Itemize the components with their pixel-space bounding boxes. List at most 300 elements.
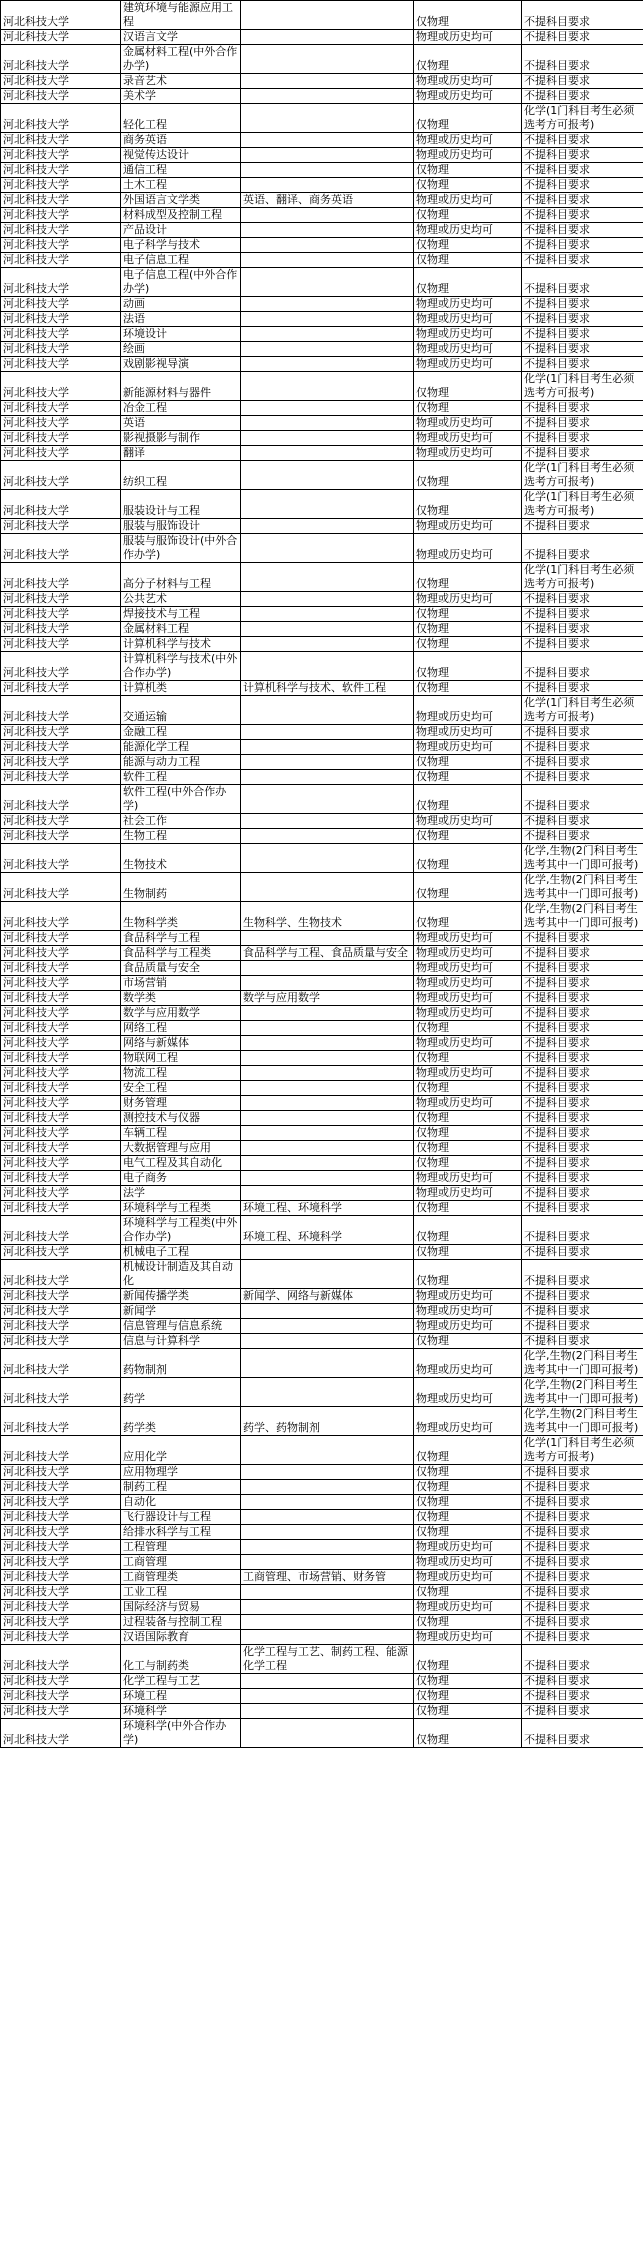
primary-subject-cell: 物理或历史均可 <box>414 1066 522 1081</box>
included-majors-cell <box>241 519 414 534</box>
secondary-subject-cell: 化学(1门科目考生必须选考方可报考) <box>522 461 643 490</box>
major-cell: 服装设计与工程 <box>121 490 241 519</box>
primary-subject-cell: 仅物理 <box>414 1051 522 1066</box>
table-row <box>1 696 643 725</box>
major-cell: 电气工程及其自动化 <box>121 1156 241 1171</box>
table-row <box>1 401 643 416</box>
secondary-subject-cell: 不提科目要求 <box>522 976 643 991</box>
secondary-subject-cell: 不提科目要求 <box>522 327 643 342</box>
table-row <box>1 1436 643 1465</box>
table-row <box>1 1006 643 1021</box>
major-cell: 录音艺术 <box>121 74 241 89</box>
included-majors-cell <box>241 446 414 461</box>
major-cell: 视觉传达设计 <box>121 148 241 163</box>
university-cell: 河北科技大学 <box>1 785 121 814</box>
major-cell: 数学与应用数学 <box>121 1006 241 1021</box>
secondary-subject-cell: 不提科目要求 <box>522 238 643 253</box>
university-cell: 河北科技大学 <box>1 1436 121 1465</box>
included-majors-cell <box>241 89 414 104</box>
primary-subject-cell: 物理或历史均可 <box>414 357 522 372</box>
primary-subject-cell: 物理或历史均可 <box>414 931 522 946</box>
secondary-subject-cell: 化学(1门科目考生必须选考方可报考) <box>522 104 643 133</box>
table-row <box>1 1407 643 1436</box>
table-row <box>1 1334 643 1349</box>
secondary-subject-cell: 不提科目要求 <box>522 1289 643 1304</box>
major-cell: 环境科学 <box>121 1704 241 1719</box>
table-row <box>1 931 643 946</box>
university-cell: 河北科技大学 <box>1 253 121 268</box>
included-majors-cell <box>241 30 414 45</box>
secondary-subject-cell: 不提科目要求 <box>522 946 643 961</box>
included-majors-cell <box>241 814 414 829</box>
included-majors-cell <box>241 563 414 592</box>
secondary-subject-cell: 不提科目要求 <box>522 74 643 89</box>
major-cell: 绘画 <box>121 342 241 357</box>
university-cell: 河北科技大学 <box>1 1540 121 1555</box>
major-cell: 药学 <box>121 1378 241 1407</box>
university-cell: 河北科技大学 <box>1 1525 121 1540</box>
major-cell: 能源与动力工程 <box>121 755 241 770</box>
secondary-subject-cell: 化学,生物(2门科目考生选考其中一门即可报考) <box>522 902 643 931</box>
included-majors-cell <box>241 1585 414 1600</box>
secondary-subject-cell: 不提科目要求 <box>522 163 643 178</box>
major-cell: 环境科学与工程类(中外合作办学) <box>121 1216 241 1245</box>
table-row <box>1 755 643 770</box>
major-cell: 测控技术与仪器 <box>121 1111 241 1126</box>
included-majors-cell <box>241 268 414 297</box>
primary-subject-cell: 物理或历史均可 <box>414 89 522 104</box>
included-majors-cell <box>241 1141 414 1156</box>
table-row <box>1 1465 643 1480</box>
included-majors-cell <box>241 416 414 431</box>
included-majors-cell: 生物科学、生物技术 <box>241 902 414 931</box>
table-row <box>1 312 643 327</box>
major-cell: 应用化学 <box>121 1436 241 1465</box>
major-cell: 财务管理 <box>121 1096 241 1111</box>
secondary-subject-cell: 不提科目要求 <box>522 1645 643 1674</box>
secondary-subject-cell: 不提科目要求 <box>522 1704 643 1719</box>
included-majors-cell <box>241 725 414 740</box>
primary-subject-cell: 物理或历史均可 <box>414 1555 522 1570</box>
included-majors-cell <box>241 652 414 681</box>
included-majors-cell <box>241 1260 414 1289</box>
primary-subject-cell: 仅物理 <box>414 1260 522 1289</box>
university-cell: 河北科技大学 <box>1 1495 121 1510</box>
primary-subject-cell: 仅物理 <box>414 1719 522 1748</box>
major-cell: 材料成型及控制工程 <box>121 208 241 223</box>
primary-subject-cell: 物理或历史均可 <box>414 814 522 829</box>
included-majors-cell <box>241 45 414 74</box>
major-cell: 工商管理类 <box>121 1570 241 1585</box>
university-cell: 河北科技大学 <box>1 1570 121 1585</box>
major-cell: 数学类 <box>121 991 241 1006</box>
included-majors-cell <box>241 1111 414 1126</box>
primary-subject-cell: 仅物理 <box>414 1 522 30</box>
major-cell: 制药工程 <box>121 1480 241 1495</box>
university-cell: 河北科技大学 <box>1 607 121 622</box>
primary-subject-cell: 仅物理 <box>414 1480 522 1495</box>
included-majors-cell <box>241 148 414 163</box>
included-majors-cell <box>241 1378 414 1407</box>
included-majors-cell <box>241 1630 414 1645</box>
included-majors-cell <box>241 1349 414 1378</box>
included-majors-cell <box>241 133 414 148</box>
major-cell: 国际经济与贸易 <box>121 1600 241 1615</box>
secondary-subject-cell: 不提科目要求 <box>522 89 643 104</box>
secondary-subject-cell: 不提科目要求 <box>522 1 643 30</box>
university-cell: 河北科技大学 <box>1 1304 121 1319</box>
table-row <box>1 104 643 133</box>
included-majors-cell <box>241 607 414 622</box>
secondary-subject-cell: 不提科目要求 <box>522 342 643 357</box>
university-cell: 河北科技大学 <box>1 461 121 490</box>
university-cell: 河北科技大学 <box>1 681 121 696</box>
table-row <box>1 327 643 342</box>
table-row <box>1 622 643 637</box>
included-majors-cell: 药学、药物制剂 <box>241 1407 414 1436</box>
table-row <box>1 725 643 740</box>
university-cell: 河北科技大学 <box>1 1378 121 1407</box>
secondary-subject-cell: 不提科目要求 <box>522 1171 643 1186</box>
table-row <box>1 873 643 902</box>
primary-subject-cell: 仅物理 <box>414 1615 522 1630</box>
university-cell: 河北科技大学 <box>1 519 121 534</box>
major-cell: 药学类 <box>121 1407 241 1436</box>
table-row <box>1 770 643 785</box>
primary-subject-cell: 仅物理 <box>414 637 522 652</box>
secondary-subject-cell: 不提科目要求 <box>522 785 643 814</box>
university-cell: 河北科技大学 <box>1 991 121 1006</box>
included-majors-cell <box>241 327 414 342</box>
included-majors-cell <box>241 1525 414 1540</box>
included-majors-cell <box>241 1304 414 1319</box>
university-cell: 河北科技大学 <box>1 1081 121 1096</box>
included-majors-cell <box>241 1719 414 1748</box>
primary-subject-cell: 物理或历史均可 <box>414 1570 522 1585</box>
university-cell: 河北科技大学 <box>1 563 121 592</box>
major-cell: 通信工程 <box>121 163 241 178</box>
secondary-subject-cell: 不提科目要求 <box>522 1480 643 1495</box>
university-cell: 河北科技大学 <box>1 592 121 607</box>
secondary-subject-cell: 不提科目要求 <box>522 1570 643 1585</box>
major-cell: 信息管理与信息系统 <box>121 1319 241 1334</box>
secondary-subject-cell: 不提科目要求 <box>522 829 643 844</box>
major-cell: 工程管理 <box>121 1540 241 1555</box>
secondary-subject-cell: 不提科目要求 <box>522 268 643 297</box>
included-majors-cell <box>241 1051 414 1066</box>
university-cell: 河北科技大学 <box>1 1066 121 1081</box>
university-cell: 河北科技大学 <box>1 1051 121 1066</box>
major-cell: 药物制剂 <box>121 1349 241 1378</box>
primary-subject-cell: 仅物理 <box>414 1021 522 1036</box>
included-majors-cell <box>241 1704 414 1719</box>
table-row <box>1 1081 643 1096</box>
table-row <box>1 431 643 446</box>
major-cell: 环境工程 <box>121 1689 241 1704</box>
university-cell: 河北科技大学 <box>1 1260 121 1289</box>
secondary-subject-cell: 不提科目要求 <box>522 1615 643 1630</box>
table-row <box>1 991 643 1006</box>
table-row <box>1 519 643 534</box>
university-cell: 河北科技大学 <box>1 357 121 372</box>
major-cell: 高分子材料与工程 <box>121 563 241 592</box>
table-row <box>1 372 643 401</box>
included-majors-cell <box>241 829 414 844</box>
university-cell: 河北科技大学 <box>1 637 121 652</box>
primary-subject-cell: 物理或历史均可 <box>414 1171 522 1186</box>
primary-subject-cell: 物理或历史均可 <box>414 976 522 991</box>
table-row <box>1 416 643 431</box>
secondary-subject-cell: 不提科目要求 <box>522 519 643 534</box>
included-majors-cell <box>241 1096 414 1111</box>
table-row <box>1 45 643 74</box>
university-cell: 河北科技大学 <box>1 30 121 45</box>
included-majors-cell <box>241 1245 414 1260</box>
secondary-subject-cell: 不提科目要求 <box>522 991 643 1006</box>
included-majors-cell <box>241 1319 414 1334</box>
primary-subject-cell: 物理或历史均可 <box>414 1378 522 1407</box>
university-cell: 河北科技大学 <box>1 89 121 104</box>
primary-subject-cell: 物理或历史均可 <box>414 327 522 342</box>
table-row <box>1 1051 643 1066</box>
included-majors-cell <box>241 1600 414 1615</box>
table-row <box>1 297 643 312</box>
primary-subject-cell: 物理或历史均可 <box>414 592 522 607</box>
secondary-subject-cell: 不提科目要求 <box>522 1600 643 1615</box>
primary-subject-cell: 物理或历史均可 <box>414 961 522 976</box>
included-majors-cell <box>241 1066 414 1081</box>
university-cell: 河北科技大学 <box>1 829 121 844</box>
university-cell: 河北科技大学 <box>1 1585 121 1600</box>
included-majors-cell <box>241 785 414 814</box>
university-cell: 河北科技大学 <box>1 1615 121 1630</box>
secondary-subject-cell: 不提科目要求 <box>522 1540 643 1555</box>
included-majors-cell <box>241 592 414 607</box>
university-cell: 河北科技大学 <box>1 416 121 431</box>
primary-subject-cell: 物理或历史均可 <box>414 1600 522 1615</box>
table-row <box>1 1540 643 1555</box>
primary-subject-cell: 物理或历史均可 <box>414 534 522 563</box>
university-cell: 河北科技大学 <box>1 1216 121 1245</box>
major-cell: 安全工程 <box>121 1081 241 1096</box>
table-row <box>1 902 643 931</box>
university-cell: 河北科技大学 <box>1 74 121 89</box>
included-majors-cell <box>241 74 414 89</box>
secondary-subject-cell: 不提科目要求 <box>522 1674 643 1689</box>
major-cell: 机械电子工程 <box>121 1245 241 1260</box>
included-majors-cell <box>241 637 414 652</box>
secondary-subject-cell: 不提科目要求 <box>522 1066 643 1081</box>
major-cell: 食品科学与工程 <box>121 931 241 946</box>
secondary-subject-cell: 不提科目要求 <box>522 592 643 607</box>
secondary-subject-cell: 不提科目要求 <box>522 1156 643 1171</box>
included-majors-cell <box>241 431 414 446</box>
major-cell: 英语 <box>121 416 241 431</box>
university-cell: 河北科技大学 <box>1 1334 121 1349</box>
included-majors-cell <box>241 1186 414 1201</box>
university-cell: 河北科技大学 <box>1 178 121 193</box>
primary-subject-cell: 仅物理 <box>414 268 522 297</box>
included-majors-cell <box>241 372 414 401</box>
major-cell: 影视摄影与制作 <box>121 431 241 446</box>
university-cell: 河北科技大学 <box>1 1126 121 1141</box>
university-cell: 河北科技大学 <box>1 740 121 755</box>
major-cell: 美术学 <box>121 89 241 104</box>
table-row <box>1 1349 643 1378</box>
secondary-subject-cell: 不提科目要求 <box>522 208 643 223</box>
included-majors-cell <box>241 1555 414 1570</box>
included-majors-cell <box>241 1126 414 1141</box>
major-cell: 环境科学与工程类 <box>121 1201 241 1216</box>
primary-subject-cell: 物理或历史均可 <box>414 1407 522 1436</box>
major-cell: 服装与服饰设计 <box>121 519 241 534</box>
secondary-subject-cell: 不提科目要求 <box>522 1555 643 1570</box>
secondary-subject-cell: 不提科目要求 <box>522 1081 643 1096</box>
secondary-subject-cell: 不提科目要求 <box>522 1689 643 1704</box>
primary-subject-cell: 物理或历史均可 <box>414 148 522 163</box>
secondary-subject-cell: 化学(1门科目考生必须选考方可报考) <box>522 1436 643 1465</box>
secondary-subject-cell: 不提科目要求 <box>522 312 643 327</box>
secondary-subject-cell: 不提科目要求 <box>522 178 643 193</box>
included-majors-cell <box>241 178 414 193</box>
table-row <box>1 490 643 519</box>
table-row <box>1 342 643 357</box>
table-row <box>1 1126 643 1141</box>
major-cell: 金属材料工程 <box>121 622 241 637</box>
university-cell: 河北科技大学 <box>1 1006 121 1021</box>
table-row <box>1 740 643 755</box>
table-row <box>1 1111 643 1126</box>
university-cell: 河北科技大学 <box>1 1111 121 1126</box>
table-row <box>1 1525 643 1540</box>
included-majors-cell <box>241 223 414 238</box>
primary-subject-cell: 仅物理 <box>414 1495 522 1510</box>
major-cell: 环境科学(中外合作办学) <box>121 1719 241 1748</box>
included-majors-cell <box>241 755 414 770</box>
university-cell: 河北科技大学 <box>1 342 121 357</box>
secondary-subject-cell: 不提科目要求 <box>522 416 643 431</box>
university-cell: 河北科技大学 <box>1 961 121 976</box>
table-row <box>1 461 643 490</box>
secondary-subject-cell: 不提科目要求 <box>522 652 643 681</box>
primary-subject-cell: 仅物理 <box>414 490 522 519</box>
primary-subject-cell: 仅物理 <box>414 1525 522 1540</box>
table-row <box>1 1304 643 1319</box>
primary-subject-cell: 仅物理 <box>414 238 522 253</box>
university-cell: 河北科技大学 <box>1 1319 121 1334</box>
major-cell: 新闻传播学类 <box>121 1289 241 1304</box>
secondary-subject-cell: 不提科目要求 <box>522 770 643 785</box>
major-cell: 生物制药 <box>121 873 241 902</box>
included-majors-cell: 环境工程、环境科学 <box>241 1216 414 1245</box>
major-cell: 市场营销 <box>121 976 241 991</box>
university-cell: 河北科技大学 <box>1 268 121 297</box>
major-cell: 新闻学 <box>121 1304 241 1319</box>
secondary-subject-cell: 不提科目要求 <box>522 725 643 740</box>
secondary-subject-cell: 不提科目要求 <box>522 1260 643 1289</box>
secondary-subject-cell: 化学,生物(2门科目考生选考其中一门即可报考) <box>522 1378 643 1407</box>
secondary-subject-cell: 化学(1门科目考生必须选考方可报考) <box>522 563 643 592</box>
table-row <box>1 814 643 829</box>
primary-subject-cell: 仅物理 <box>414 178 522 193</box>
table-row <box>1 976 643 991</box>
secondary-subject-cell: 不提科目要求 <box>522 148 643 163</box>
primary-subject-cell: 仅物理 <box>414 755 522 770</box>
primary-subject-cell: 物理或历史均可 <box>414 1630 522 1645</box>
university-cell: 河北科技大学 <box>1 327 121 342</box>
university-cell: 河北科技大学 <box>1 946 121 961</box>
major-cell: 社会工作 <box>121 814 241 829</box>
major-cell: 网络工程 <box>121 1021 241 1036</box>
secondary-subject-cell: 化学,生物(2门科目考生选考其中一门即可报考) <box>522 1349 643 1378</box>
secondary-subject-cell: 不提科目要求 <box>522 1216 643 1245</box>
primary-subject-cell: 物理或历史均可 <box>414 312 522 327</box>
primary-subject-cell: 仅物理 <box>414 873 522 902</box>
major-cell: 商务英语 <box>121 133 241 148</box>
university-cell: 河北科技大学 <box>1 844 121 873</box>
secondary-subject-cell: 不提科目要求 <box>522 534 643 563</box>
university-cell: 河北科技大学 <box>1 104 121 133</box>
secondary-subject-cell: 不提科目要求 <box>522 446 643 461</box>
included-majors-cell <box>241 490 414 519</box>
secondary-subject-cell: 不提科目要求 <box>522 401 643 416</box>
table-row <box>1 253 643 268</box>
secondary-subject-cell: 不提科目要求 <box>522 1495 643 1510</box>
included-majors-cell <box>241 844 414 873</box>
table-row <box>1 1510 643 1525</box>
primary-subject-cell: 仅物理 <box>414 1126 522 1141</box>
university-cell: 河北科技大学 <box>1 208 121 223</box>
table-row <box>1 1216 643 1245</box>
primary-subject-cell: 仅物理 <box>414 163 522 178</box>
table-row <box>1 1704 643 1719</box>
secondary-subject-cell: 不提科目要求 <box>522 1186 643 1201</box>
university-cell: 河北科技大学 <box>1 45 121 74</box>
university-cell: 河北科技大学 <box>1 490 121 519</box>
included-majors-cell: 数学与应用数学 <box>241 991 414 1006</box>
primary-subject-cell: 仅物理 <box>414 1585 522 1600</box>
secondary-subject-cell: 不提科目要求 <box>522 1111 643 1126</box>
secondary-subject-cell: 不提科目要求 <box>522 681 643 696</box>
table-row <box>1 1689 643 1704</box>
primary-subject-cell: 仅物理 <box>414 208 522 223</box>
primary-subject-cell: 物理或历史均可 <box>414 1186 522 1201</box>
major-cell: 生物科学类 <box>121 902 241 931</box>
secondary-subject-cell: 不提科目要求 <box>522 193 643 208</box>
major-cell: 大数据管理与应用 <box>121 1141 241 1156</box>
major-cell: 电子信息工程 <box>121 253 241 268</box>
table-row <box>1 1066 643 1081</box>
table-row <box>1 844 643 873</box>
university-cell: 河北科技大学 <box>1 223 121 238</box>
table-row <box>1 1719 643 1748</box>
table-row <box>1 1245 643 1260</box>
primary-subject-cell: 仅物理 <box>414 401 522 416</box>
secondary-subject-cell: 不提科目要求 <box>522 431 643 446</box>
major-cell: 公共艺术 <box>121 592 241 607</box>
secondary-subject-cell: 不提科目要求 <box>522 1510 643 1525</box>
included-majors-cell <box>241 342 414 357</box>
table-row <box>1 1289 643 1304</box>
university-cell: 河北科技大学 <box>1 1555 121 1570</box>
table-row <box>1 268 643 297</box>
included-majors-cell <box>241 104 414 133</box>
university-cell: 河北科技大学 <box>1 1704 121 1719</box>
table-row <box>1 1585 643 1600</box>
university-cell: 河北科技大学 <box>1 163 121 178</box>
table-row <box>1 1600 643 1615</box>
table-row <box>1 1495 643 1510</box>
